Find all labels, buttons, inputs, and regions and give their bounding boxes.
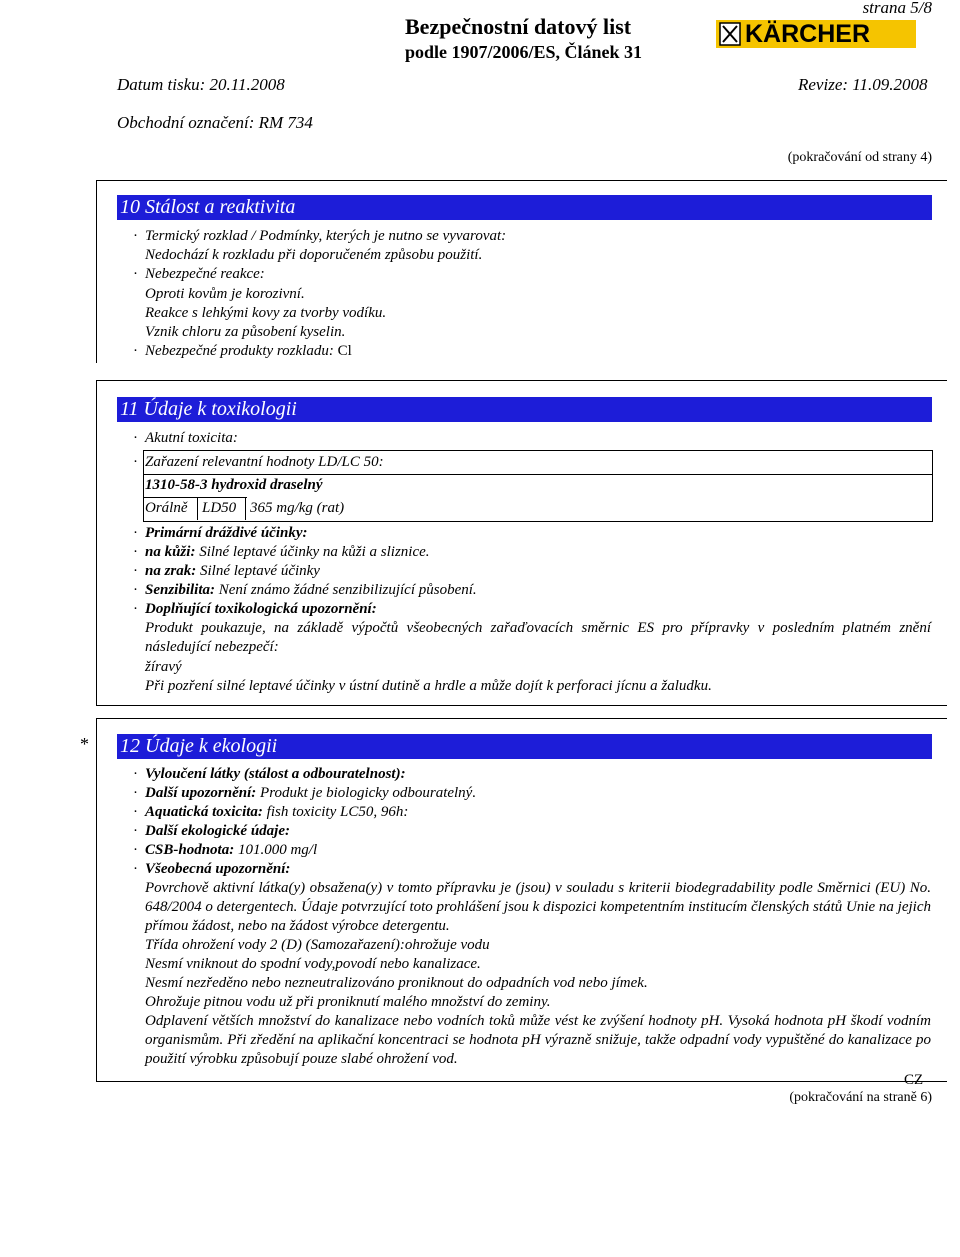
eye-value: Silné leptavé účinky: [200, 563, 320, 579]
bullet: ·: [133, 582, 138, 598]
section-10-header: [117, 195, 932, 220]
bullet: ·: [133, 544, 138, 560]
ld-label: Zařazení relevantní hodnoty LD/LC 50:: [145, 454, 384, 470]
reactions-label: Nebezpečné reakce:: [145, 266, 265, 282]
continued-from: (pokračování od strany 4): [787, 150, 932, 165]
thermal-label: Termický rozklad / Podmínky, kterých je nutno se vyvarovat:: [145, 228, 507, 244]
bullet: ·: [133, 804, 138, 820]
section-11-title: 11 Údaje k toxikologii: [120, 398, 297, 420]
bullet: ·: [133, 785, 138, 801]
eco-label: Další ekologické údaje:: [145, 823, 290, 839]
other-value: Produkt je biologicky odbouratelný.: [260, 785, 477, 801]
elimination-label: Vyloučení látky (stálost a odbouratelnost):: [145, 766, 406, 782]
eye-label: na zrak:: [145, 563, 197, 579]
acute-label: Akutní toxicita:: [145, 430, 238, 446]
products-value: Cl: [337, 343, 352, 359]
general-p3: Nesmí vniknout do spodní vody,povodí nebo kanalizace.: [145, 956, 481, 972]
revision-date: Revize: 11.09.2008: [798, 75, 928, 94]
general-p4: Nesmí nezředěno nebo nezneutralizováno proniknout do odpadních vod nebo jímek.: [145, 975, 648, 991]
changed-marker: *: [80, 734, 89, 754]
additional-text: Produkt poukazuje, na základě výpočtů všeobecných zařaďovacích směrnic ES pro přípravky v posledním platném znění následující nebezpečí:: [145, 620, 931, 655]
continued-to: (pokračování na straně 6): [789, 1090, 932, 1105]
section-12-title: 12 Údaje k ekologii: [120, 735, 278, 757]
primary-label: Primární dráždivé účinky:: [145, 525, 308, 541]
substance: 1310-58-3 hydroxid draselný: [145, 477, 323, 493]
hazard: žíravý: [145, 659, 182, 675]
skin-label: na kůži:: [145, 544, 196, 560]
aquatic-label: Aquatická toxicita:: [145, 804, 263, 820]
bullet: ·: [133, 766, 138, 782]
eye-line: [145, 562, 320, 581]
reaction-1: Oproti kovům je korozivní.: [145, 286, 305, 302]
reaction-2: Reakce s lehkými kovy za tvorby vodíku.: [145, 305, 387, 321]
bullet: ·: [133, 266, 138, 282]
other-label: Další upozornění:: [145, 785, 257, 801]
thermal-text: Nedochází k rozkladu při doporučeném způsobu použití.: [145, 247, 483, 263]
logo-text: KÄRCHER: [745, 20, 870, 48]
swallow-text: Při pozření silné leptavé účinky v ústní dutině a hrdle a může dojít k perforaci jícnu a žaludku.: [145, 678, 712, 694]
karcher-logo: [716, 16, 916, 54]
general-p1: Povrchově aktivní látka(y) obsažena(y) v tomto přípravku je (jsou) v souladu s kriterii biodegradability podle Směrnici (EU) No. 648/2004 o detergentech. Údaje potvrzující toto prohlášení jsou k dispozici kompetentním institucím členských států Unie na jejich přímou žádost, nebo na žádost výrobce detergentu.: [145, 880, 931, 934]
bullet: ·: [133, 823, 138, 839]
cell-divider: [144, 497, 247, 498]
general-p2: Třída ohrožení vody 2 (D) (Samozařazení):ohrožuje vodu: [145, 937, 490, 953]
bullet: ·: [133, 343, 138, 359]
aquatic-line: [145, 803, 408, 822]
sens-value: Není známo žádné senzibilizující působení.: [218, 582, 477, 598]
bullet: ·: [133, 601, 138, 617]
bullet: ·: [133, 842, 138, 858]
general-p5: Ohrožuje pitnou vodu už při proniknutí malého množství do zeminy.: [145, 994, 551, 1010]
section-10-title: 10 Stálost a reaktivita: [120, 196, 296, 218]
bullet: ·: [133, 563, 138, 579]
measure: LD50: [202, 500, 237, 516]
general-p6: Odplavení větších množství do kanalizace nebo vodních toků může vést ke zvýšení hodnoty pH. Vysoká hodnota pH škodí vodním organismům. Při zředění na aplikační koncentraci se hodnota pH výrazně snižuje, takže odpadní vody vypuštěné do kanalizace po použití výrobku způsobují pouze slabé ohrožení vod.: [145, 1013, 931, 1067]
cell-divider: [245, 497, 246, 520]
section-12-header: [117, 734, 932, 759]
document-title: Bezpečnostní datový list: [405, 14, 632, 39]
general-label: Všeobecná upozornění:: [145, 861, 291, 877]
bullet: ·: [133, 861, 138, 877]
products-line: [145, 342, 352, 361]
tox-value: 365 mg/kg (rat): [250, 500, 345, 516]
bullet: ·: [133, 454, 138, 470]
page-number: strana 5/8: [862, 0, 932, 17]
route: Orálně: [145, 500, 188, 516]
bullet: ·: [133, 525, 138, 541]
csb-value: 101.000 mg/l: [237, 842, 318, 858]
aquatic-value: fish toxicity LC50, 96h:: [266, 804, 409, 820]
skin-line: [145, 543, 430, 562]
skin-value: Silné leptavé účinky na kůži a sliznice.: [199, 544, 430, 560]
table-divider: [144, 474, 932, 475]
additional-label: Doplňující toxikologická upozornění:: [145, 601, 377, 617]
csb-line: [145, 841, 317, 860]
csb-label: CSB-hodnota:: [145, 842, 235, 858]
section-11-header: [117, 397, 932, 422]
bullet: ·: [133, 228, 138, 244]
print-date: Datum tisku: 20.11.2008: [117, 75, 285, 94]
other-line: [145, 784, 476, 803]
document-subtitle: podle 1907/2006/ES, Článek 31: [405, 42, 643, 62]
bullet: ·: [133, 430, 138, 446]
sens-label: Senzibilita:: [145, 582, 216, 598]
reaction-3: Vznik chloru za působení kyselin.: [145, 324, 346, 340]
trade-name: Obchodní označení: RM 734: [117, 113, 313, 132]
language-code: CZ: [904, 1072, 924, 1088]
cell-divider: [197, 497, 198, 520]
products-label: Nebezpečné produkty rozkladu:: [145, 343, 334, 359]
sens-line: [145, 581, 477, 600]
